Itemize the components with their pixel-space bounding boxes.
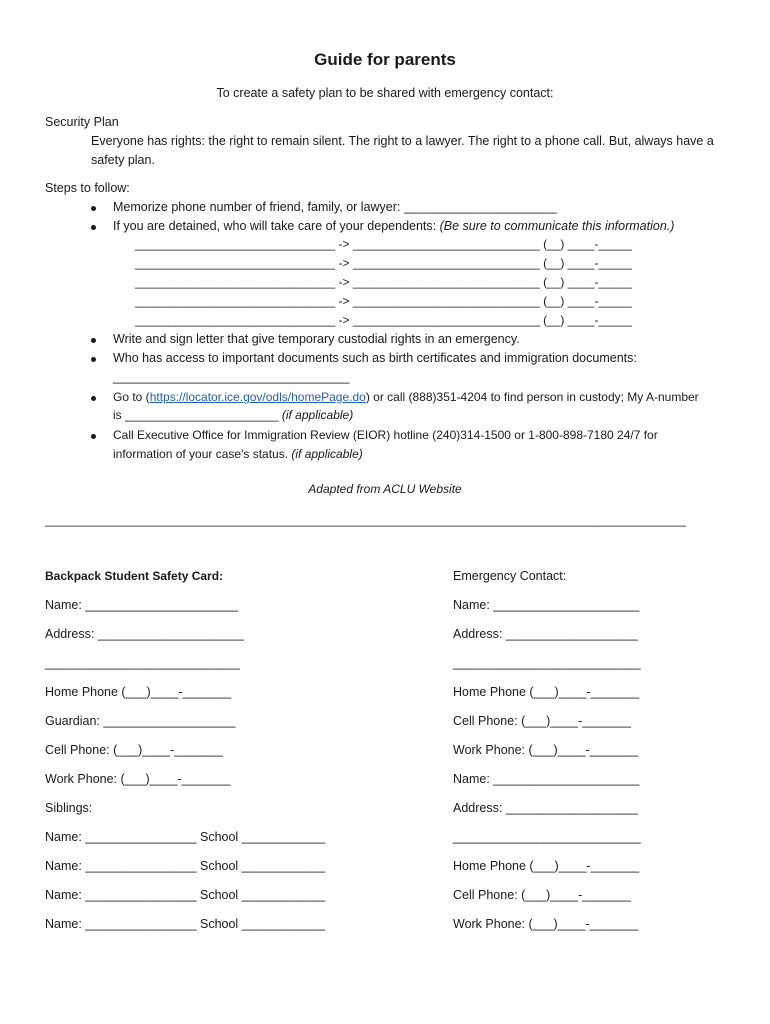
page-subtitle: To create a safety plan to be shared with emergency contact: bbox=[216, 86, 554, 100]
bullet-icon bbox=[91, 338, 96, 343]
step-eoir-hotline: Call Executive Office for Immigration Review (EIOR) hotline (240)314-1500 or 1-800-898-7180 24/7 for bbox=[113, 428, 658, 442]
bullet-icon bbox=[91, 434, 96, 439]
dependent-line[interactable]: ______________________________ -> ____________________________ (__) ____-_____ bbox=[135, 313, 632, 327]
dependent-line[interactable]: ______________________________ -> ____________________________ (__) ____-_____ bbox=[135, 237, 632, 251]
student-address-line2[interactable]: ____________________________ bbox=[45, 656, 240, 670]
a-number-line bbox=[113, 406, 353, 425]
sibling-row[interactable]: Name: ________________ School ____________ bbox=[45, 830, 326, 844]
step-locator-post: ) or call (888)351-4204 to find person in custody; My A-number bbox=[365, 390, 699, 404]
siblings-label: Siblings: bbox=[45, 801, 93, 815]
eoir-note: (if applicable) bbox=[291, 447, 363, 461]
page-title: Guide for parents bbox=[314, 50, 456, 69]
student-cell-phone[interactable]: Cell Phone: (___)____-_______ bbox=[45, 743, 223, 757]
step-dependents-text: If you are detained, who will take care of your dependents: bbox=[113, 219, 440, 233]
contact-name-field[interactable]: Name: _____________________ bbox=[453, 598, 640, 612]
student-name-field[interactable]: Name: ______________________ bbox=[45, 598, 239, 612]
step-locator bbox=[113, 388, 699, 407]
contact-address-field[interactable]: Address: ___________________ bbox=[453, 627, 638, 641]
step-memorize-phone: Memorize phone number of friend, family, or lawyer: ______________________ bbox=[113, 200, 557, 214]
step-dependents-note: (Be sure to communicate this information.) bbox=[439, 219, 675, 233]
contact-cell-phone[interactable]: Cell Phone: (___)____-_______ bbox=[453, 714, 631, 728]
adapted-from-note: Adapted from ACLU Website bbox=[308, 482, 462, 496]
bullet-icon bbox=[91, 357, 96, 362]
dependent-line[interactable]: ______________________________ -> ____________________________ (__) ____-_____ bbox=[135, 256, 632, 270]
documents-access-blank[interactable]: __________________________________ bbox=[113, 370, 350, 384]
emergency-contact-heading: Emergency Contact: bbox=[453, 569, 567, 583]
step-documents-access: Who has access to important documents such as birth certificates and immigration documents: bbox=[113, 351, 637, 365]
dependent-line[interactable]: ______________________________ -> ____________________________ (__) ____-_____ bbox=[135, 294, 632, 308]
contact2-name-field[interactable]: Name: _____________________ bbox=[453, 772, 640, 786]
contact-work-phone[interactable]: Work Phone: (___)____-_______ bbox=[453, 743, 639, 757]
section-divider: ________________________________________________________________________________________________ bbox=[45, 513, 686, 527]
student-work-phone[interactable]: Work Phone: (___)____-_______ bbox=[45, 772, 231, 786]
student-home-phone[interactable]: Home Phone (___)____-_______ bbox=[45, 685, 232, 699]
contact-home-phone[interactable]: Home Phone (___)____-_______ bbox=[453, 685, 640, 699]
bullet-icon bbox=[91, 206, 96, 211]
contact2-work-phone[interactable]: Work Phone: (___)____-_______ bbox=[453, 917, 639, 931]
guardian-field[interactable]: Guardian: ___________________ bbox=[45, 714, 236, 728]
contact2-home-phone[interactable]: Home Phone (___)____-_______ bbox=[453, 859, 640, 873]
step-locator-pre: Go to ( bbox=[113, 390, 150, 404]
step-dependents bbox=[113, 217, 674, 236]
a-number-blank[interactable]: is _______________________ bbox=[113, 408, 282, 422]
steps-heading: Steps to follow: bbox=[45, 181, 130, 195]
contact2-address-field[interactable]: Address: ___________________ bbox=[453, 801, 638, 815]
security-plan-heading: Security Plan bbox=[45, 115, 119, 129]
student-card-heading: Backpack Student Safety Card: bbox=[45, 569, 224, 583]
dependent-line[interactable]: ______________________________ -> ____________________________ (__) ____-_____ bbox=[135, 275, 632, 289]
contact2-address-line2[interactable]: ___________________________ bbox=[453, 830, 641, 844]
ice-locator-link[interactable]: https://locator.ice.gov/odls/homePage.do bbox=[149, 390, 366, 404]
sibling-row[interactable]: Name: ________________ School ____________ bbox=[45, 859, 326, 873]
contact2-cell-phone[interactable]: Cell Phone: (___)____-_______ bbox=[453, 888, 631, 902]
a-number-note: (if applicable) bbox=[281, 408, 354, 422]
security-plan-text: Everyone has rights: the right to remain silent. The right to a lawyer. The right to a phone call. But, always have a safety plan. bbox=[91, 134, 714, 167]
student-address-field[interactable]: Address: _____________________ bbox=[45, 627, 244, 641]
eoir-text: information of your case's status. bbox=[113, 447, 292, 461]
step-custodial-letter: Write and sign letter that give temporary custodial rights in an emergency. bbox=[113, 332, 520, 346]
step-eoir-hotline-cont bbox=[113, 445, 363, 464]
bullet-icon bbox=[91, 396, 96, 401]
sibling-row[interactable]: Name: ________________ School ____________ bbox=[45, 888, 326, 902]
bullet-icon bbox=[91, 225, 96, 230]
sibling-row[interactable]: Name: ________________ School ____________ bbox=[45, 917, 326, 931]
contact-address-line2[interactable]: ___________________________ bbox=[453, 656, 641, 670]
